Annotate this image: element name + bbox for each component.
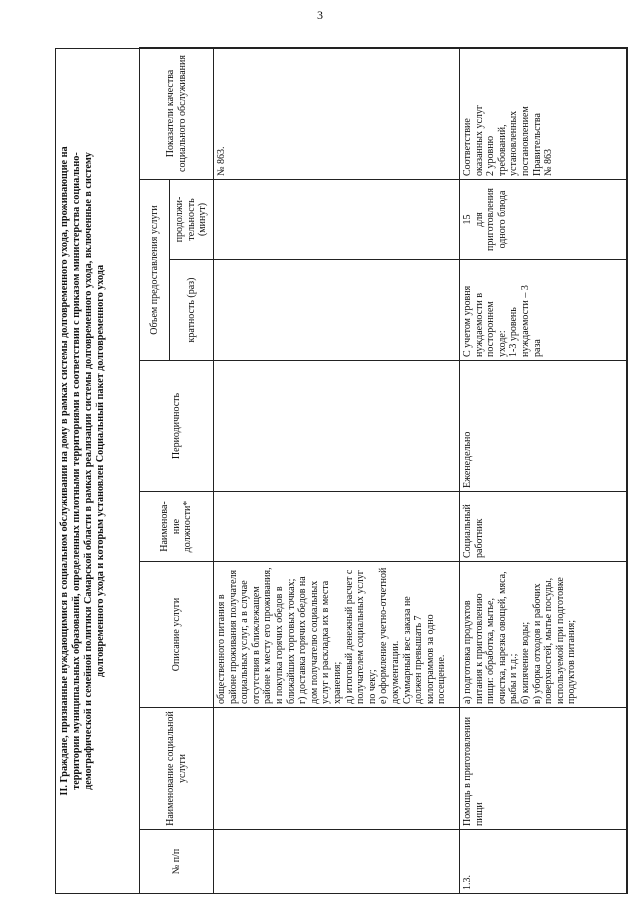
cell-quality: [460, 47, 628, 179]
caption-line: II. Граждане, признанные нуждающимися в социальном обслуживании на дому в рамках системы долговременного ухода, проживающие на: [59, 146, 70, 796]
text-line: хранения;: [331, 661, 343, 704]
cell-quality: [214, 47, 460, 179]
caption-line: демографической и семейной политики Самарской области в рамках реализации системы долговременного ухода, включенные в систему: [83, 152, 95, 790]
text-line: б) кипячение воды;: [519, 621, 531, 704]
text-line: одного блюда: [496, 190, 508, 249]
text-line: д) итоговый денежный расчет с: [343, 569, 355, 704]
cell-position: [214, 492, 460, 562]
cell-multiplicity: [460, 260, 628, 361]
text-line: поверхностей, мытье посуды,: [543, 577, 555, 704]
text-line: пищи: обработка, мытье,: [485, 598, 497, 704]
text-line: е) оформление учетно-отчетной: [378, 567, 390, 704]
cell-duration: [460, 179, 628, 259]
text-line: используемой при подготовке: [554, 577, 566, 704]
cell-service-name: Помощь в приготовлении пищи: [460, 708, 628, 830]
text-line: 15: [462, 214, 473, 225]
text-line: требований,: [496, 124, 508, 176]
table-row: [214, 47, 460, 893]
cell-duration: [214, 179, 460, 259]
header-quality: Показатели качества социального обслуживания: [140, 47, 214, 179]
caption-line: долговременного ухода и которым установлен Социальный пакет долговременного ухода: [95, 264, 107, 678]
caption-line: территории муниципальных образований, определенных пилотными территориями в соответствии с приказом министерства социально-: [71, 152, 83, 790]
cell-num: 1.3.: [460, 830, 628, 894]
text-line: ближайших торговых точках;: [285, 578, 297, 704]
text-line: Соответствие: [462, 118, 473, 176]
text-line: получателем социальных услуг: [355, 570, 367, 704]
text-line: оказанных услуг: [473, 104, 485, 176]
text-line: в) уборка отходов и рабочих: [531, 583, 543, 704]
text-line: и покупка горячих обедов в: [273, 586, 285, 704]
text-line: а) подготовка продуктов: [462, 600, 473, 704]
text-line: общественного питания в: [216, 594, 227, 704]
text-line: Правительства: [531, 113, 543, 176]
text-line: услуг и раскладка их в места: [320, 580, 332, 704]
text-line: приготовления: [485, 188, 497, 251]
cell-multiplicity: [214, 260, 460, 361]
cell-description: [214, 562, 460, 708]
text-line: № 863: [543, 148, 555, 176]
text-line: рыбы и т.д.;: [508, 653, 520, 704]
text-line: по чеку;: [366, 669, 378, 704]
text-line: раза: [531, 339, 543, 357]
header-duration: продолжи-тельность (минут): [170, 179, 214, 259]
text-line: питания к приготовлению: [473, 593, 485, 704]
cell-description: [460, 562, 628, 708]
cell-service-name: [214, 708, 460, 830]
header-service-name: Наименование социальной услуги: [140, 708, 214, 830]
text-line: Суммарный вес заказа не: [401, 596, 413, 704]
text-line: отсутствия в ближлежащем: [250, 586, 262, 704]
header-position: Наименова-ние должности*: [140, 492, 214, 562]
services-table: [139, 47, 628, 894]
text-line: районе проживания получателя: [227, 569, 239, 704]
text-line: г) доставка горячих обедов на: [297, 576, 309, 704]
cell-num: [214, 830, 460, 894]
text-line: постороннем: [485, 301, 497, 357]
text-line: нуждаемости – 3: [519, 285, 531, 357]
text-line: посещение.: [436, 654, 448, 704]
text-line: постановлением: [519, 106, 531, 176]
text-line: очистка, нарезка овощей, мяса,: [496, 571, 508, 704]
header-periodicity: Периодичность: [140, 361, 214, 492]
text-line: 2 уровню: [485, 135, 497, 176]
text-line: должен превышать 7: [413, 615, 425, 704]
page-number: 3: [317, 8, 323, 22]
header-description: Описание услуги: [140, 562, 214, 708]
text-line: С учетом уровня: [462, 285, 473, 357]
header-num: № п/п: [140, 830, 214, 894]
table-row: [460, 47, 628, 893]
text-line: килограммов за одно: [424, 614, 436, 704]
text-line: документации.: [389, 640, 401, 704]
text-line: 1-3 уровень: [508, 307, 520, 357]
header-multiplicity: кратность (раз): [170, 260, 214, 361]
text-line: районе к месту его проживания,: [262, 567, 274, 704]
text-line: социальных услуг, а в случае: [239, 580, 251, 704]
section-caption: [55, 48, 139, 894]
text-line: № 863.: [216, 146, 227, 176]
text-line: дом получателю социальных: [308, 580, 320, 704]
text-line: уходе:: [496, 330, 508, 357]
text-line: нуждаемости в: [473, 292, 485, 357]
cell-periodicity: [214, 361, 460, 492]
rotated-table-sheet: [55, 48, 627, 894]
cell-periodicity: Еженедельно: [460, 361, 628, 492]
text-line: продуктов питания;: [566, 619, 578, 704]
cell-position: Социальный работник: [460, 492, 628, 562]
header-volume: Объем предоставления услуги: [140, 179, 170, 360]
text-line: установленных: [508, 110, 520, 176]
text-line: для: [473, 212, 485, 227]
